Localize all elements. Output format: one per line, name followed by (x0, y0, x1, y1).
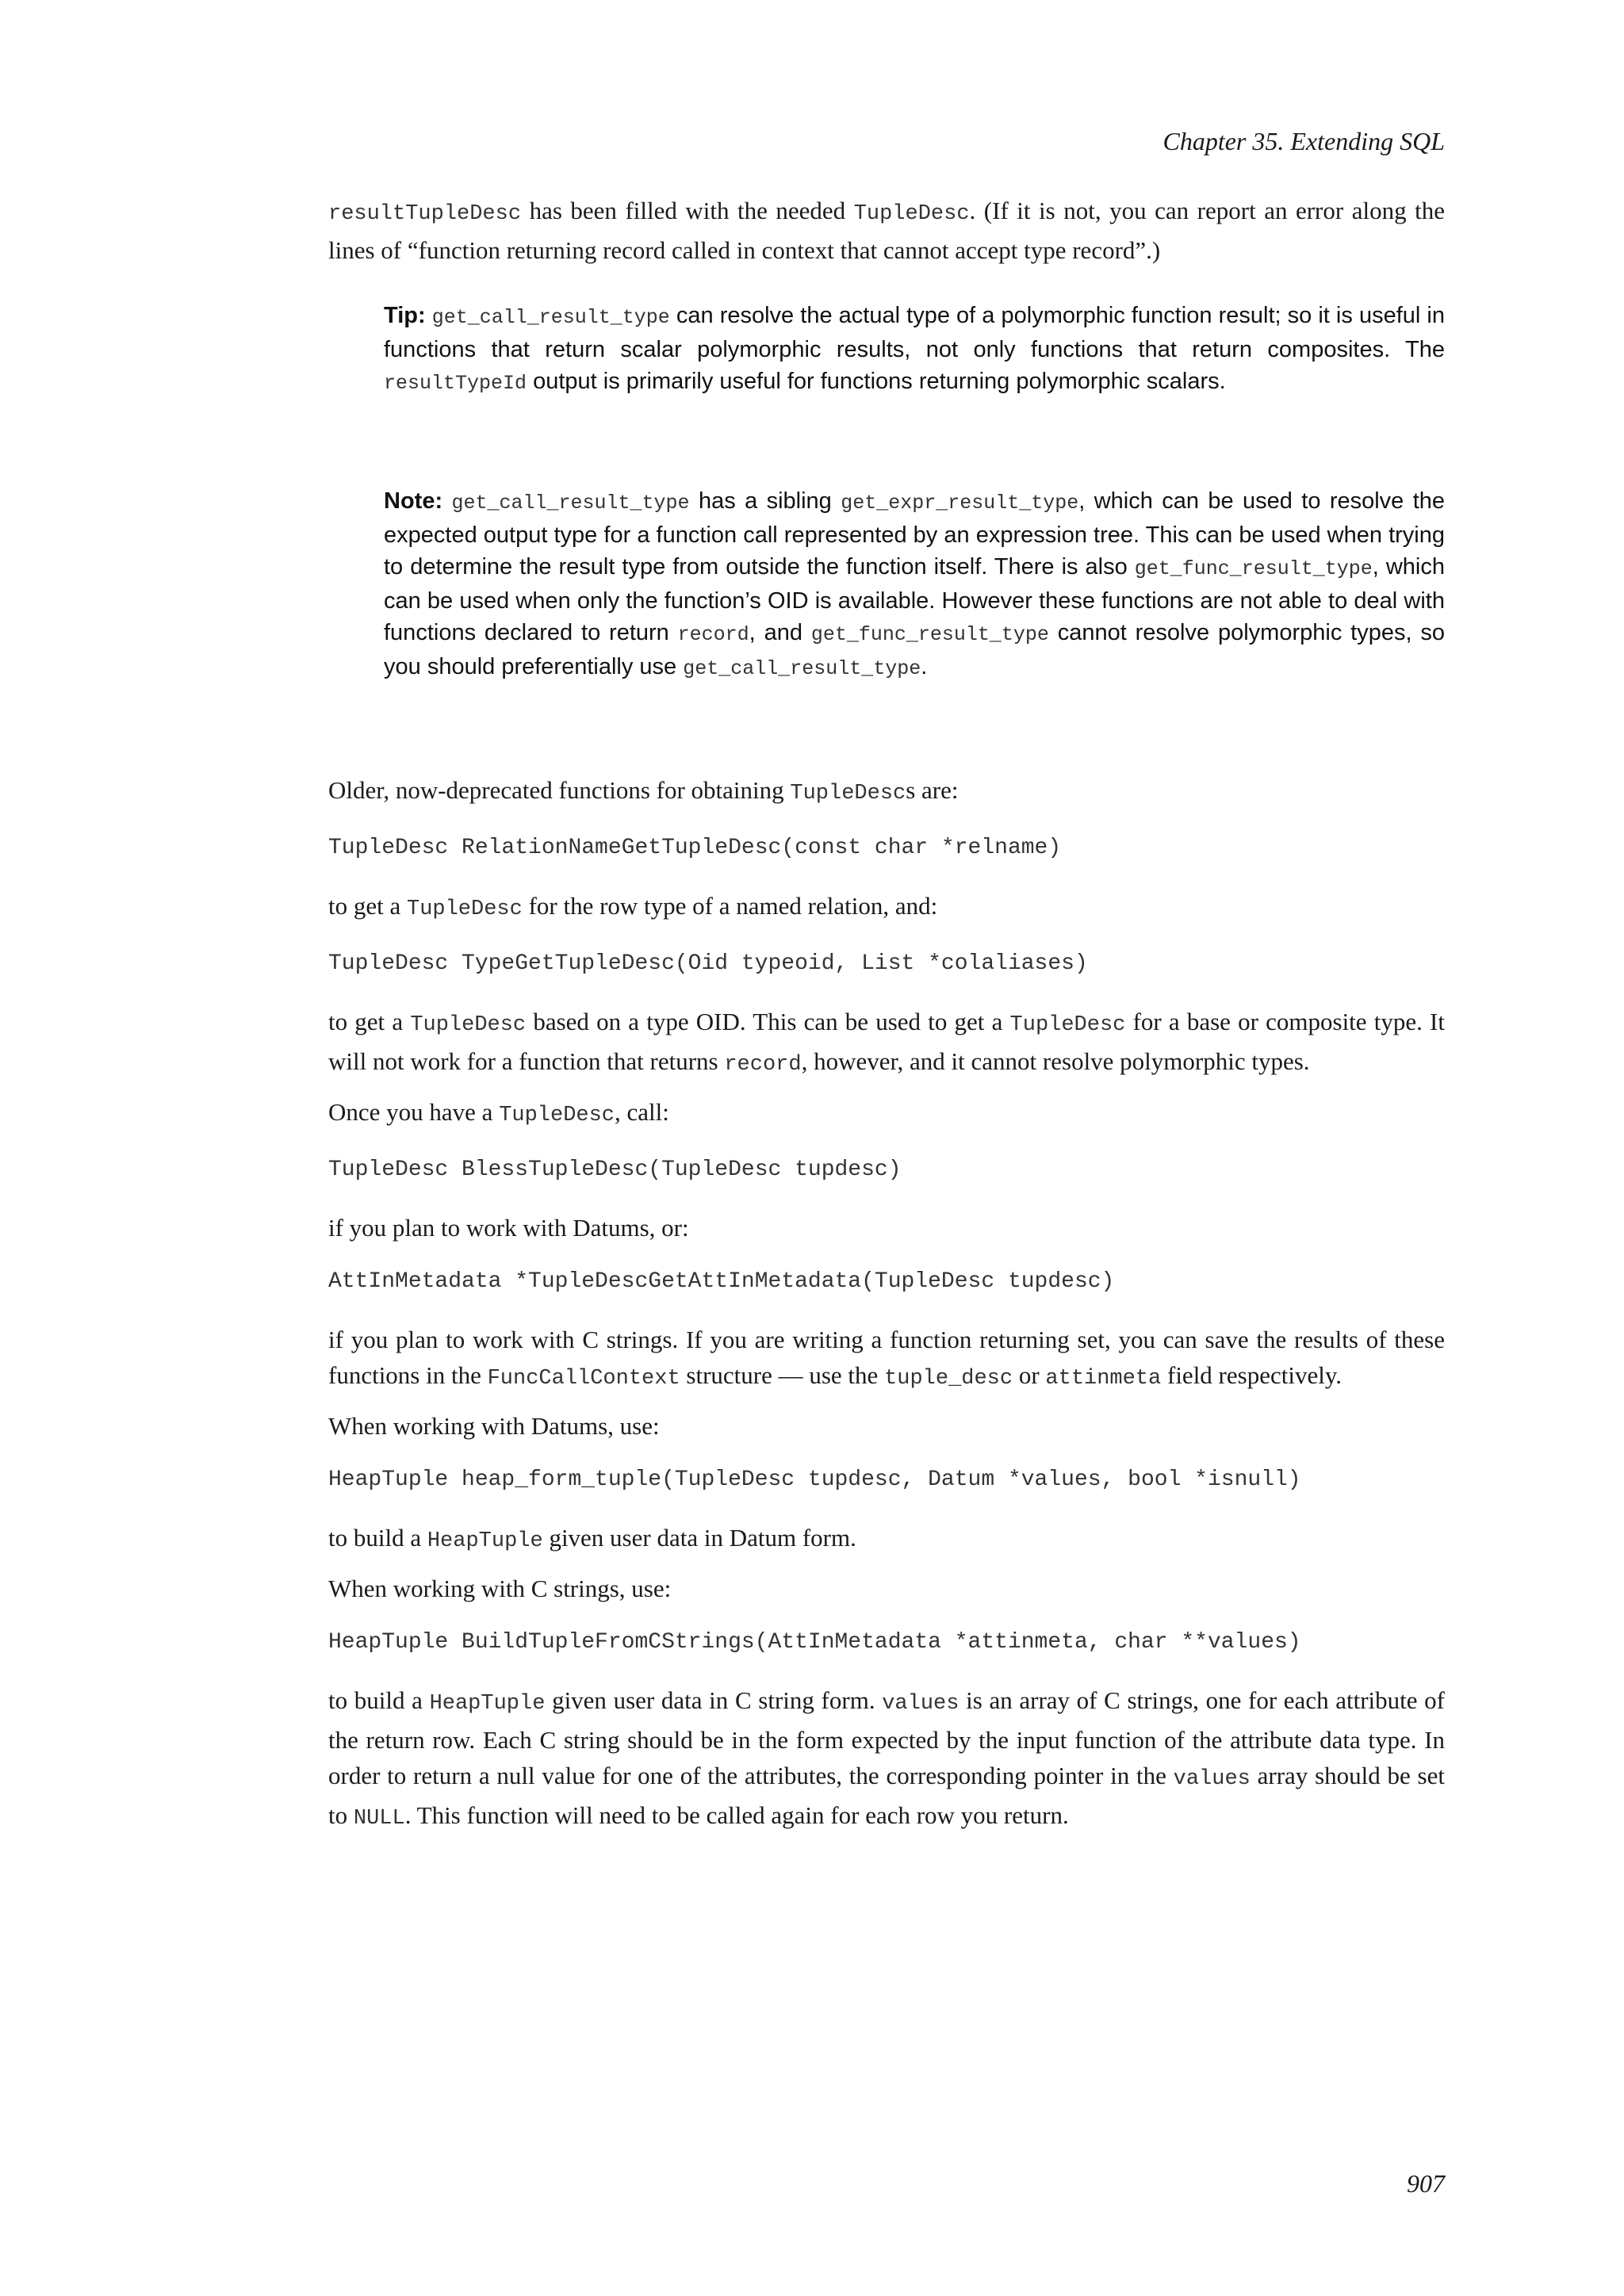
text-run: to build a (328, 1524, 427, 1552)
text-run: can resolve the actual type of a polymorphic function result; so it is useful in functions that return scalar polymorphic results, not only functions that return composites. The (384, 303, 1446, 362)
code-block-bless: TupleDesc BlessTupleDesc(TupleDesc tupdesc) (328, 1158, 902, 1182)
inline-code: get_func_result_type (1134, 557, 1373, 580)
inline-code: get_call_result_type (683, 657, 921, 680)
code-block-attinmetadata: AttInMetadata *TupleDescGetAttInMetadata(TupleDesc tupdesc) (328, 1269, 1115, 1294)
note-label: Note: (384, 488, 443, 514)
text-run: output is primarily useful for functions returning polymorphic scalars. (527, 369, 1226, 394)
text-run: field respectively. (1161, 1361, 1342, 1389)
inline-code: TupleDesc (1009, 1013, 1126, 1037)
inline-code: attinmeta (1045, 1367, 1162, 1391)
inline-code: record (677, 623, 749, 646)
inline-code: values (1173, 1767, 1251, 1791)
text-run: given user data in C string form. (545, 1686, 883, 1714)
text-run: given user data in Datum form. (542, 1524, 856, 1552)
text-run: array should be set to (328, 1762, 1445, 1829)
paragraph-type-oid (328, 1004, 1445, 1083)
paragraph-result-tuple-desc (328, 193, 1445, 268)
paragraph-build-datum (328, 1520, 1445, 1559)
text-run: , call: (615, 1098, 669, 1126)
inline-code: HeapTuple (427, 1529, 543, 1553)
paragraph-named-relation (328, 888, 1445, 928)
text-run: based on a type OID. This can be used to get a (526, 1008, 1010, 1035)
paragraph-working-datums: When working with Datums, use: (328, 1412, 660, 1440)
text-run: has been filled with the needed (521, 197, 854, 224)
inline-code: TupleDesc (407, 897, 523, 921)
inline-code: tuple_desc (884, 1367, 1013, 1391)
inline-code: values (882, 1692, 959, 1716)
tip-label: Tip: (384, 303, 426, 328)
paragraph-datums-or: if you plan to work with Datums, or: (328, 1214, 689, 1242)
text-run: if you plan to work with C strings. If you are writing a function returning set, you can save the results of these functions in the (328, 1326, 1445, 1389)
page-number: 907 (1407, 2169, 1445, 2198)
text-run: has a sibling (689, 488, 841, 514)
inline-code: resultTupleDesc (328, 202, 522, 226)
text-run: for the row type of a named relation, and: (522, 892, 938, 920)
text-run: . (921, 654, 928, 679)
text-run: cannot resolve polymorphic types, so you should preferentially use (384, 620, 1446, 679)
inline-code: get_call_result_type (431, 306, 670, 329)
inline-code: get_call_result_type (451, 492, 690, 515)
text-run: , however, and it cannot resolve polymorphic types. (801, 1047, 1310, 1075)
text-run: s are: (906, 776, 959, 804)
inline-code: TupleDesc (853, 202, 970, 226)
note-box (384, 485, 1445, 685)
text-run: Older, now-deprecated functions for obtaining (328, 776, 791, 804)
text-run: is an array of C strings, one for each attribute of the return row. Each C string should be in the form expected by the input function of the attribute data type. In order to return a null value for one of the attributes, the corresponding pointer in the (328, 1686, 1446, 1789)
inline-code: get_expr_result_type (841, 492, 1079, 515)
inline-code: FuncCallContext (487, 1367, 680, 1391)
inline-code: HeapTuple (429, 1692, 546, 1716)
page-content (328, 193, 1445, 1848)
code-block-type-get: TupleDesc TypeGetTupleDesc(Oid typeoid, List *colaliases) (328, 951, 1088, 976)
tip-box (384, 300, 1445, 400)
inline-code: TupleDesc (790, 782, 906, 806)
inline-code: NULL (353, 1807, 405, 1831)
paragraph-build-c-string (328, 1682, 1445, 1837)
paragraph-older-functions (328, 772, 1445, 812)
text-run: . (If it is not, you can report an error along the lines of “function returning record called in context that cannot accept type record”.) (328, 197, 1445, 264)
chapter-header: Chapter 35. Extending SQL (1162, 127, 1445, 155)
paragraph-c-strings (328, 1322, 1445, 1397)
text-run: for a base or composite type. It will not work for a function that returns (328, 1008, 1445, 1075)
inline-code: resultTypeId (384, 372, 527, 395)
text-run: to get a (328, 1008, 411, 1035)
text-run: structure — use the (680, 1361, 885, 1389)
inline-code: record (724, 1053, 802, 1077)
text-run: , which can be used when only the function’s OID is available. However these functions are not able to deal with functions declared to return (384, 554, 1445, 645)
text-run: to get a (328, 892, 407, 920)
paragraph-working-c-strings: When working with C strings, use: (328, 1575, 672, 1602)
text-run: to build a (328, 1686, 430, 1714)
code-block-build-tuple: HeapTuple BuildTupleFromCStrings(AttInMetadata *attinmeta, char **values) (328, 1630, 1301, 1655)
inline-code: TupleDesc (499, 1104, 615, 1127)
paragraph-once-you-have (328, 1094, 1445, 1134)
code-block-heap-form-tuple: HeapTuple heap_form_tuple(TupleDesc tupdesc, Datum *values, bool *isnull) (328, 1468, 1301, 1492)
inline-code: get_func_result_type (810, 623, 1049, 646)
text-run: . This function will need to be called again for each row you return. (404, 1801, 1069, 1829)
text-run: , and (749, 620, 811, 645)
code-block-relation-name: TupleDesc RelationNameGetTupleDesc(const char *relname) (328, 836, 1062, 860)
text-run: , which can be used to resolve the expected output type for a function call represented by an expression tree. This can be used when trying to determine the result type from outside the function itself. There is also (384, 488, 1446, 580)
text-run: Once you have a (328, 1098, 500, 1126)
inline-code: TupleDesc (410, 1013, 527, 1037)
text-run: or (1013, 1361, 1046, 1389)
